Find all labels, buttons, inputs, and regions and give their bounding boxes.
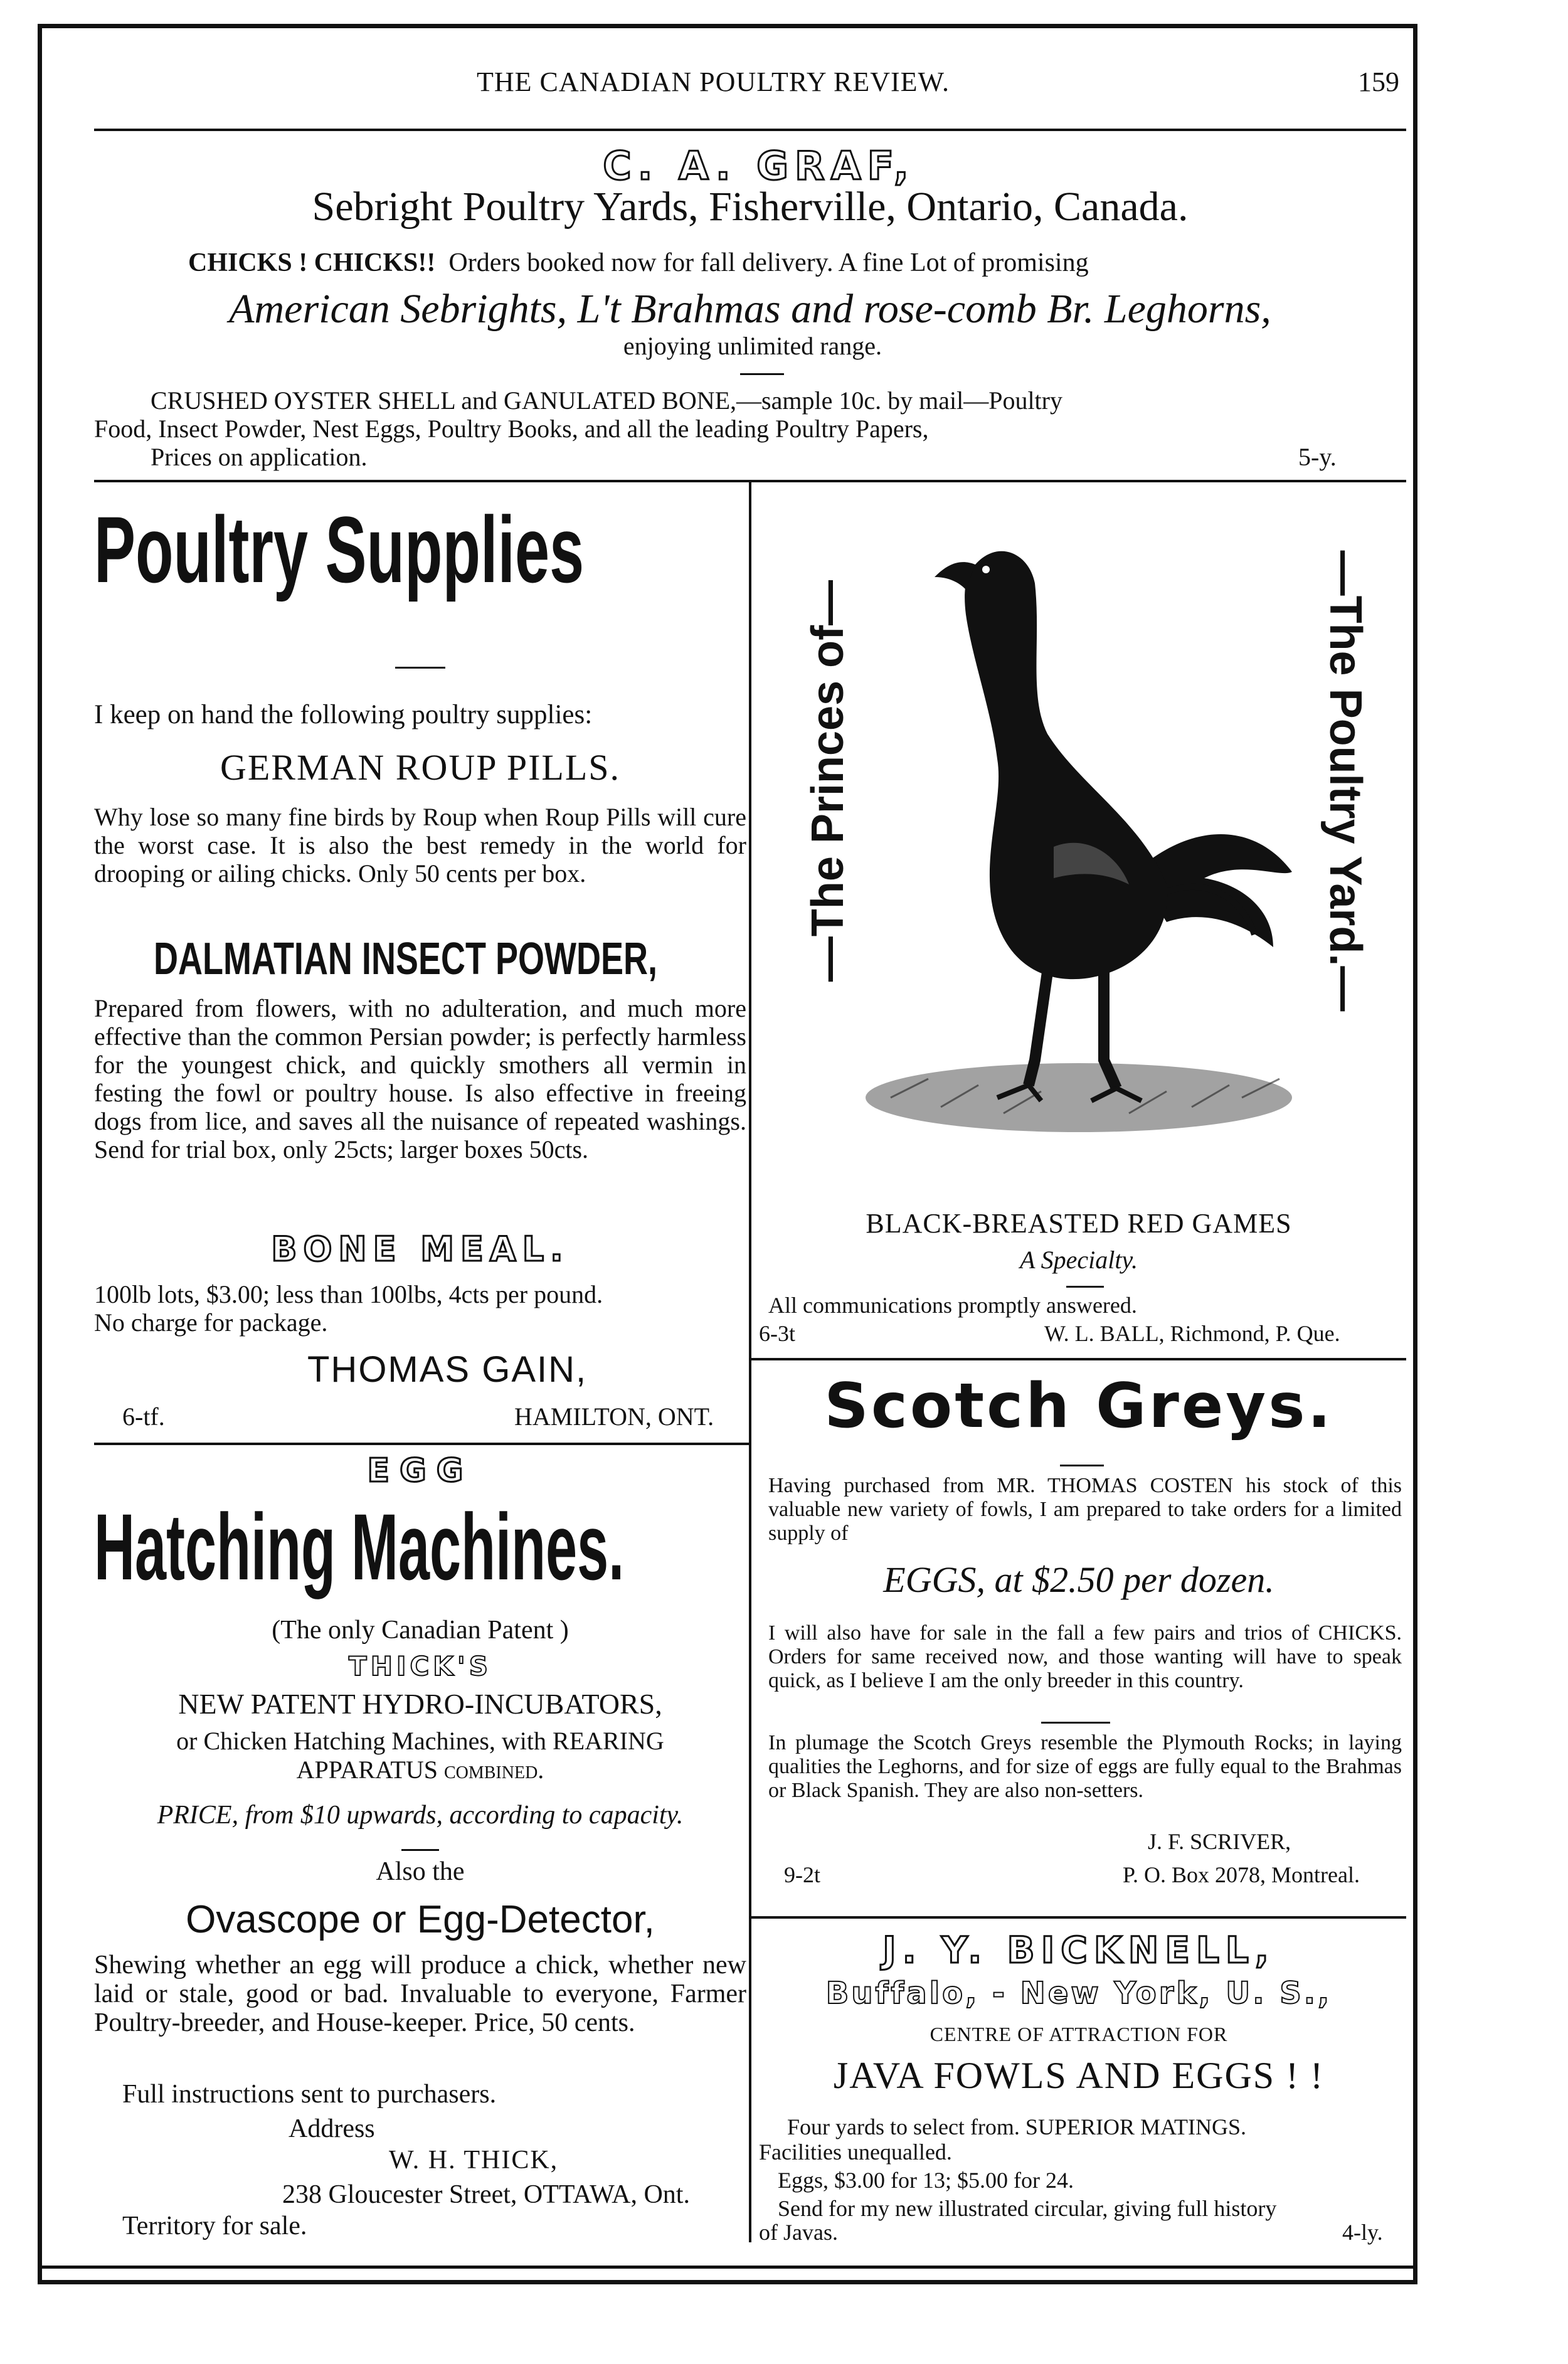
bicknell-facilities: Facilities unequalled. — [759, 2139, 952, 2165]
princes-vertical-text: —The Princes of— — [803, 580, 853, 982]
supplies-location: HAMILTON, ONT. — [514, 1402, 714, 1431]
scotch-short-rule — [1060, 1465, 1104, 1466]
games-caption: BLACK-BREASTED RED GAMES — [866, 1208, 1292, 1239]
scotch-title: Scotch Greys. — [824, 1370, 1333, 1442]
bicknell-yards: Four yards to select from. SUPERIOR MATINGS. — [787, 2114, 1246, 2139]
scotch-address: P. O. Box 2078, Montreal. — [1123, 1862, 1360, 1887]
bicknell-location: Buffalo, - New York, U. S., — [825, 1976, 1332, 2011]
supplies-short-rule — [395, 667, 445, 669]
games-code: 6-3t — [759, 1321, 795, 1346]
bicknell-send: Send for my new illustrated circular, giving full history — [778, 2196, 1277, 2221]
roup-text: Why lose so many fine birds by Roup when Roup Pills will cure the worst case. It is also the best remedy in the world for drooping or ailing chicks. Only 50 cents per box. — [94, 803, 746, 888]
gamecock-illustration — [840, 496, 1317, 1160]
hatching-patent: (The only Canadian Patent ) — [272, 1616, 569, 1645]
hatching-egg: EGG — [367, 1452, 474, 1490]
hatching-instructions: Full instructions sent to purchasers. — [122, 2080, 497, 2109]
graf-chicks-text: Orders booked now for fall delivery. A fine Lot of promising — [448, 248, 1089, 277]
page-bottom-rule — [38, 2266, 1417, 2269]
page-number: 159 — [1358, 66, 1399, 97]
roup-heading: GERMAN ROUP PILLS. — [220, 747, 621, 788]
scotch-eggs: EGGS, at $2.50 per dozen. — [883, 1559, 1274, 1600]
supplies-code: 6-tf. — [122, 1402, 165, 1431]
bicknell-centre: CENTRE OF ATTRACTION FOR — [930, 2023, 1228, 2045]
supplies-title: Poultry Supplies — [94, 497, 585, 602]
bicknell-java: JAVA FOWLS AND EGGS ! ! — [833, 2055, 1325, 2096]
hatching-or-line: or Chicken Hatching Machines, with REARING — [176, 1727, 664, 1755]
graf-line3: Prices on application. — [151, 443, 368, 471]
hatching-name: W. H. THICK, — [389, 2146, 559, 2175]
poultry-yard-vertical-text: —The Poultry Yard.— — [1320, 550, 1370, 1012]
bicknell-code: 4-ly. — [1342, 2220, 1383, 2245]
hatching-territory: Territory for sale. — [122, 2212, 307, 2240]
games-specialty: A Specialty. — [1019, 1246, 1138, 1274]
hatching-street: 238 Gloucester Street, OTTAWA, Ont. — [282, 2180, 690, 2209]
scotch-fall: I will also have for sale in the fall a few pairs and trios of CHICKS. Orders for same received now, and those wanting will have to speak quick, as I believe I am the only breeder in this country. — [768, 1621, 1402, 1692]
hatching-also: Also the — [376, 1857, 465, 1886]
ovascope-heading: Ovascope or Egg-Detector, — [186, 1898, 655, 1941]
scotch-mid-rule — [1041, 1722, 1110, 1724]
hatching-price: PRICE, from $10 upwards, according to capacity. — [157, 1801, 684, 1830]
hatching-incubators: NEW PATENT HYDRO-INCUBATORS, — [178, 1688, 662, 1720]
supplies-bottom-rule — [94, 1443, 749, 1445]
graf-subtitle: Sebright Poultry Yards, Fisherville, Ontario, Canada. — [312, 184, 1189, 230]
graf-name: C. A. GRAF, — [603, 143, 915, 189]
hatching-thicks: THICK'S — [349, 1651, 492, 1682]
bone-text1: 100lb lots, $3.00; less than 100lbs, 4cts per pound. — [94, 1280, 603, 1308]
running-header: THE CANADIAN POULTRY REVIEW. — [477, 66, 950, 97]
games-bottom-rule — [751, 1358, 1406, 1360]
graf-line1: CRUSHED OYSTER SHELL and GANULATED BONE,—sample 10c. by mail—Poultry — [151, 386, 1062, 415]
supplies-intro: I keep on hand the following poultry supplies: — [94, 700, 593, 729]
powder-heading: DALMATIAN INSECT POWDER, — [154, 934, 657, 984]
scotch-intro: Having purchased from MR. THOMAS COSTEN his stock of this valuable new variety of fowls, I am prepared to take orders for a limited supply of — [768, 1474, 1402, 1545]
games-communications: All communications promptly answered. — [768, 1293, 1137, 1318]
scotch-signature: J. F. SCRIVER, — [1148, 1829, 1291, 1854]
bicknell-prices: Eggs, $3.00 for 13; $5.00 for 24. — [778, 2168, 1074, 2193]
hatching-title: Hatching Machines. — [94, 1494, 625, 1599]
bicknell-javas: of Javas. — [759, 2220, 838, 2245]
hatching-address-label: Address — [289, 2114, 375, 2143]
graf-chicks-line — [188, 248, 1089, 278]
graf-chicks-bold: CHICKS ! CHICKS!! — [188, 248, 436, 277]
supplies-signature: THOMAS GAIN, — [307, 1349, 588, 1390]
bone-heading: BONE MEAL. — [271, 1229, 569, 1269]
powder-text: Prepared from flowers, with no adulteration, and much more effective than the common Persian powder; is perfectly harmless for the youngest chick, and quickly smothers all vermin in festing the fowl or poultry house. Is also effective in freeing dogs from lice, and saves all the nuisance of repeated washings. Send for trial box, only 25cts; larger boxes 50cts. — [94, 994, 746, 1163]
graf-code: 5-y. — [1298, 443, 1337, 471]
bicknell-name: J. Y. BICKNELL, — [882, 1929, 1275, 1971]
scotch-plumage: In plumage the Scotch Greys resemble the Plymouth Rocks; in laying qualities the Leghorns, and for size of eggs are fully equal to the Brahmas or Black Spanish. They are also non-setters. — [768, 1731, 1402, 1802]
header-rule — [94, 129, 1406, 131]
scotch-code: 9-2t — [784, 1862, 820, 1887]
bone-text2: No charge for package. — [94, 1308, 328, 1337]
games-signature: W. L. BALL, Richmond, P. Que. — [1044, 1321, 1340, 1346]
graf-range: enjoying unlimited range. — [623, 332, 882, 360]
graf-breeds: American Sebrights, L't Brahmas and rose-comb Br. Leghorns, — [229, 286, 1271, 332]
graf-short-rule — [740, 373, 784, 375]
games-short-rule — [1066, 1286, 1104, 1288]
scotch-bottom-rule — [751, 1916, 1406, 1919]
graf-line2: Food, Insect Powder, Nest Eggs, Poultry Books, and all the leading Poultry Papers, — [94, 415, 929, 443]
hatching-apparatus: APPARATUS combined. — [296, 1756, 544, 1784]
ovascope-text: Shewing whether an egg will produce a chick, whether new laid or stale, good or bad. Invaluable to everyone, Farmer Poultry-breeder, and House-keeper. Price, 50 cents. — [94, 1951, 746, 2037]
hatching-short-rule — [401, 1849, 439, 1851]
